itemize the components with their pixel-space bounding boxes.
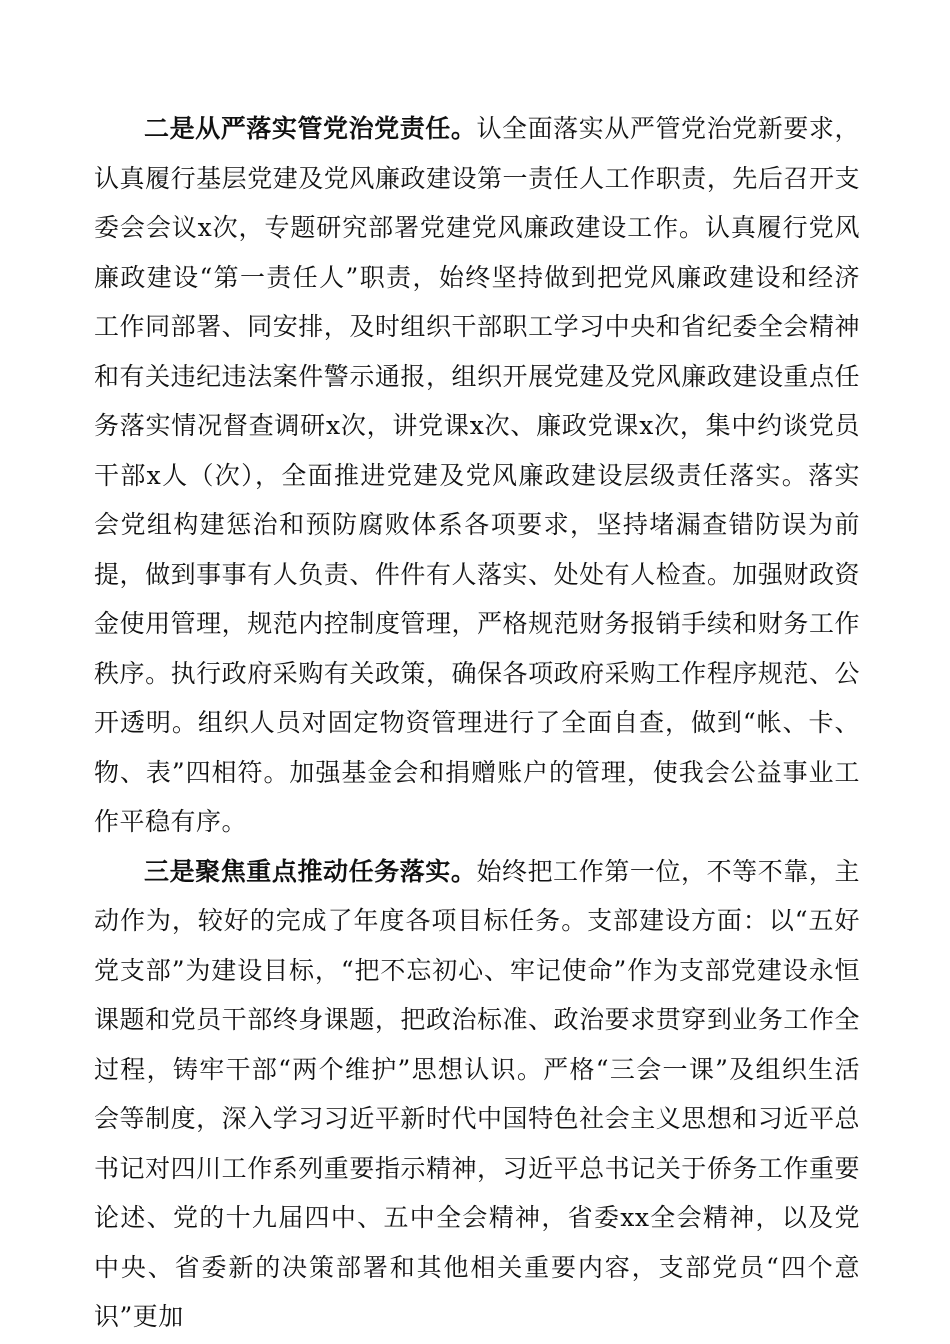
paragraph-lead: 三是聚焦重点推动任务落实。 bbox=[144, 856, 477, 886]
document-body bbox=[94, 104, 860, 1342]
paragraph-strict-party-governance bbox=[94, 104, 860, 847]
paragraph-text: 始终把工作第一位，不等不靠，主动作为，较好的完成了年度各项目标任务。支部建设方面：以“五好党支部”为建设目标，“把不忘初心、牢记使命”作为支部党建设永恒课题和党员干部终身课题，把政治标准、政治要求贯穿到业务工作全过程，铸牢干部“两个维护”思想认识。严格“三会一课”及组织生活会等制度，深入学习习近平新时代中国特色社会主义思想和习近平总书记对四川工作系列重要指示精神，习近平总书记关于侨务工作重要论述、党的十九届四中、五中全会精神，省委xx全会精神，以及党中央、省委新的决策部署和其他相关重要内容，支部党员“四个意识”更加 bbox=[94, 856, 860, 1331]
paragraph-text: 认全面落实从严管党治党新要求，认真履行基层党建及党风廉政建设第一责任人工作职责，先后召开支委会会议x次，专题研究部署党建党风廉政建设工作。认真履行党风廉政建设“第一责任人”职责，始终坚持做到把党风廉政建设和经济工作同部署、同安排，及时组织干部职工学习中央和省纪委全会精神和有关违纪违法案件警示通报，组织开展党建及党风廉政建设重点任务落实情况督查调研x次，讲党课x次、廉政党课x次，集中约谈党员干部x人（次），全面推进党建及党风廉政建设层级责任落实。落实会党组构建惩治和预防腐败体系各项要求，坚持堵漏查错防误为前提，做到事事有人负责、件件有人落实、处处有人检查。加强财政资金使用管理，规范内控制度管理，严格规范财务报销手续和财务工作秩序。执行政府采购有关政策，确保各项政府采购工作程序规范、公开透明。组织人员对固定物资管理进行了全面自查，做到“帐、卡、物、表”四相符。加强基金会和捐赠账户的管理，使我会公益事业工作平稳有序。 bbox=[94, 114, 860, 836]
paragraph-task-implementation bbox=[94, 847, 860, 1342]
paragraph-lead: 二是从严落实管党治党责任。 bbox=[144, 114, 477, 143]
